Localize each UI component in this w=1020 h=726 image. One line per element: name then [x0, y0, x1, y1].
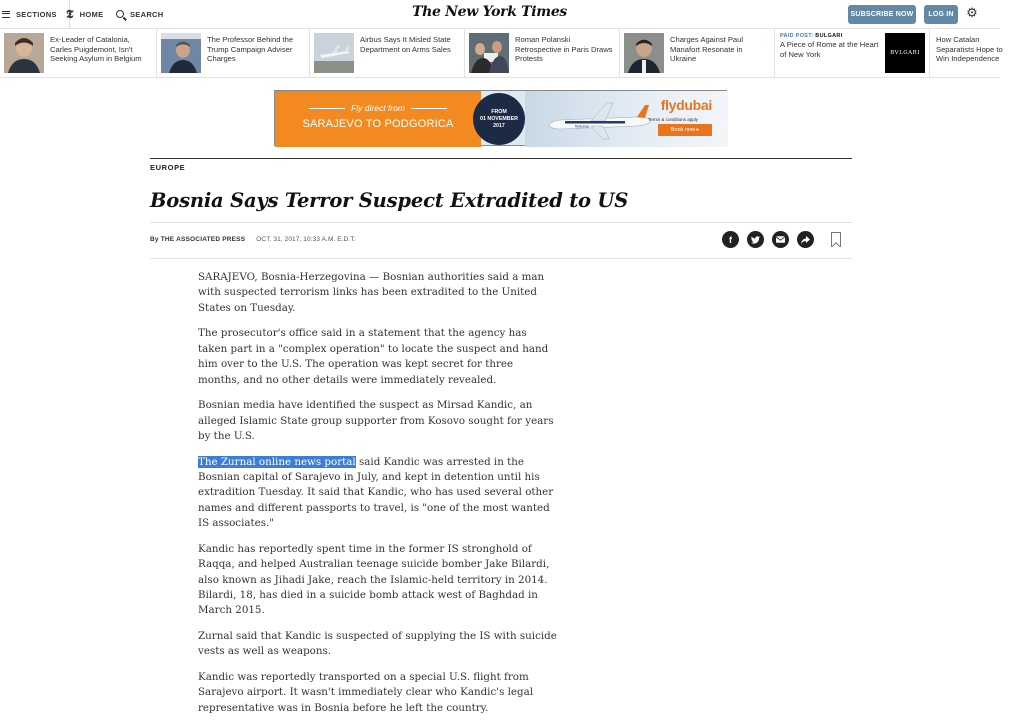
hamburger-icon — [2, 11, 10, 18]
flydubai-ad-banner[interactable] — [274, 90, 727, 146]
ribbon-item[interactable] — [310, 29, 465, 78]
ad-tagline: Fly direct from — [275, 103, 481, 113]
search-button[interactable] — [116, 0, 163, 28]
ribbon-headline: How Catalan Separatists Hope to Win Independence — [936, 35, 1003, 63]
ad-brand-logo: flydubai — [660, 97, 712, 113]
ribbon-item[interactable] — [620, 29, 775, 78]
ribbon-thumbnail — [624, 33, 664, 73]
byline-divider — [150, 258, 852, 259]
home-link[interactable] — [66, 0, 103, 28]
airplane-icon — [545, 99, 655, 143]
article-headline: Bosnia Says Terror Suspect Extradited to US — [150, 189, 629, 212]
paragraph-text: said Kandic was arrested in the Bosnian capital of Sarajevo in July, and kept in detention until his extradition Tuesday. It said that Kandic, who has used several other names and different passports to travel, is "one of the most wanted IS associates." — [198, 455, 554, 530]
sections-label: SECTIONS — [16, 9, 57, 19]
article-paragraph — [198, 455, 558, 532]
ad-date-badge — [473, 93, 525, 145]
byline-date: OCT. 31, 2017, 10:33 A.M. E.D.T. — [256, 236, 356, 243]
ad-image-panel — [525, 91, 728, 147]
ad-terms: Terms & conditions apply — [647, 117, 698, 122]
paid-post-label: PAID POST: BULGARI — [780, 33, 843, 39]
ad-date-line2: 2017 — [493, 122, 505, 129]
article-paragraph: Kandic was reportedly transported on a special U.S. flight from Sarajevo airport. It wasn't immediately clear who Kandic's legal representative was in Bosnia before he left the country. — [198, 671, 534, 714]
article-paragraph: Kandic has reportedly spent time in the former IS stronghold of Raqqa, and helped Australian teenage suicide bomber Jake Bilardi, also known as Jihadi Jake, reach the Islamic-held territory in 2014. Bilardi, 18, has died in a suicide bomb attack west of Baghdad in March 2015. — [198, 542, 550, 617]
facebook-icon[interactable]: f — [722, 231, 739, 248]
svg-text:flydubai: flydubai — [575, 123, 589, 129]
masthead-logo[interactable]: The New York Times — [412, 4, 568, 20]
ribbon-paid-post[interactable] — [775, 29, 930, 78]
ad-date-line1: 01 NOVEMBER — [480, 115, 518, 122]
email-icon[interactable] — [772, 231, 789, 248]
ad-orange-panel — [275, 91, 481, 147]
ad-book-now-button[interactable]: Book now ▸ — [658, 124, 712, 136]
t-logo-icon: 𝕿 — [66, 6, 74, 21]
section-kicker[interactable]: EUROPE — [150, 163, 186, 172]
subscribe-button[interactable]: SUBSCRIBE NOW — [848, 5, 916, 24]
ribbon-headline: The Professor Behind the Trump Campaign Adviser Charges — [207, 35, 294, 63]
top-navigation-bar — [0, 0, 1000, 28]
home-label: HOME — [79, 9, 104, 19]
headline-ribbon — [0, 28, 1003, 78]
ribbon-headline: Airbus Says It Misled State Department on Arms Sales — [360, 35, 451, 54]
ribbon-item[interactable] — [157, 29, 310, 78]
ribbon-headline: Roman Polanski Retrospective in Paris Draws Protests — [515, 35, 613, 63]
ribbon-item[interactable] — [465, 29, 620, 78]
ribbon-item[interactable] — [0, 29, 157, 78]
article-paragraph: The prosecutor's office said in a statement that the agency has taken part in a "complex operation" to locate the suspect and hand him over to the U.S. The operation was kept secret for three months, and no other details were immediately revealed. — [198, 327, 549, 386]
ribbon-thumbnail — [161, 33, 201, 73]
ribbon-thumbnail — [469, 33, 509, 73]
byline — [150, 236, 356, 243]
search-label: SEARCH — [130, 9, 164, 19]
bookmark-icon[interactable] — [831, 232, 841, 247]
ribbon-item[interactable] — [930, 29, 1020, 78]
ribbon-headline: Charges Against Paul Manafort Resonate in Ukraine — [670, 35, 744, 63]
share-icon[interactable] — [797, 231, 814, 248]
twitter-icon[interactable] — [747, 231, 764, 248]
paid-post-text — [780, 33, 885, 59]
article-paragraph: SARAJEVO, Bosnia-Herzegovina — Bosnian authorities said a man with suspected terrorism links has been extradited to the United States on Tuesday. — [198, 271, 545, 314]
ribbon-headline: Ex-Leader of Catalonia, Carles Puigdemont, Isn't Seeking Asylum in Belgium — [50, 35, 142, 63]
ribbon-headline: A Piece of Rome at the Heart of New York — [780, 40, 879, 59]
ad-route: SARAJEVO TO PODGORICA — [302, 118, 454, 130]
article-paragraph: Bosnian media have identified the suspect as Mirsad Kandic, an alleged Islamic State group supporter from Kosovo sought for years by the U.S. — [198, 399, 554, 443]
gear-icon[interactable]: ⚙ — [966, 6, 978, 21]
headline-divider — [150, 222, 852, 223]
login-button[interactable]: LOG IN — [924, 5, 958, 24]
article-paragraph: Zurnal said that Kandic is suspected of supplying the IS with suicide vests as well as weapons. — [198, 630, 557, 658]
byline-author: By THE ASSOCIATED PRESS — [150, 236, 246, 243]
article-body — [198, 270, 558, 726]
section-divider — [150, 158, 852, 159]
bulgari-logo: BVLGARI — [885, 33, 925, 73]
search-icon — [116, 10, 124, 18]
selected-text-highlight[interactable]: The Zurnal online news portal — [198, 455, 356, 468]
sections-button[interactable] — [0, 0, 70, 28]
ad-from-label: FROM — [491, 108, 507, 115]
ribbon-thumbnail — [314, 33, 354, 73]
ribbon-thumbnail — [4, 33, 44, 73]
